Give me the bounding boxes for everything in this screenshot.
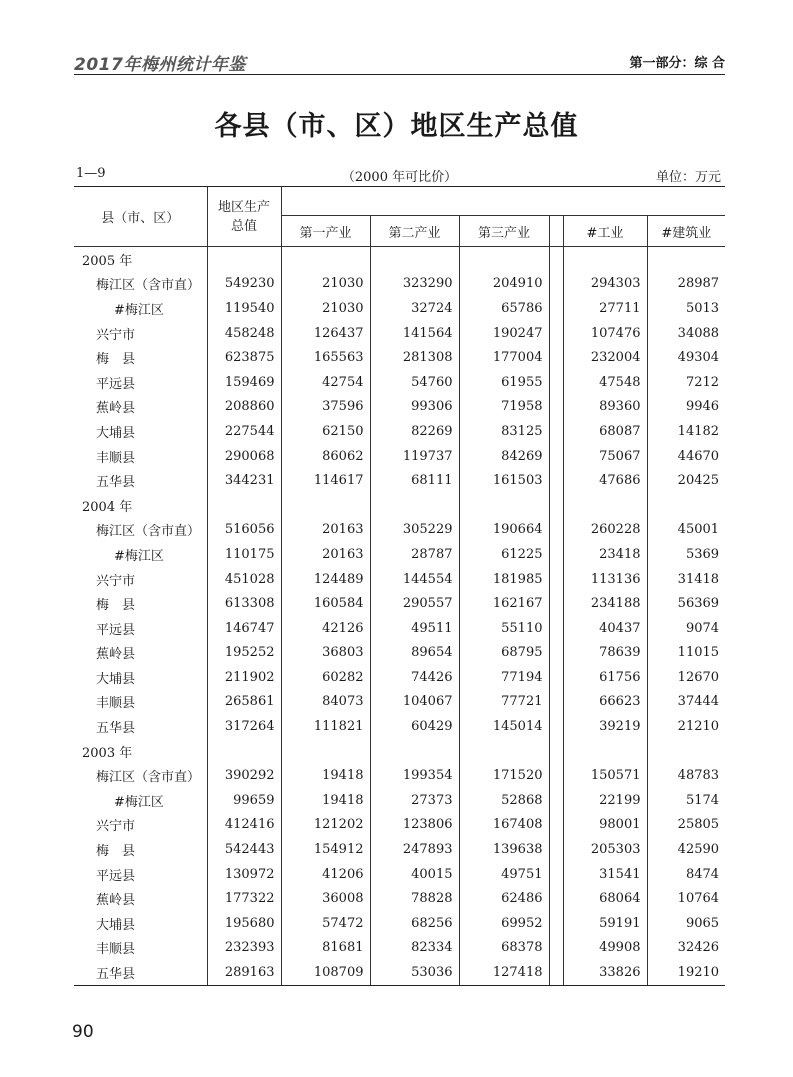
secondary-cell: 68111: [370, 468, 459, 493]
secondary-cell: [370, 247, 459, 272]
primary-cell: 20163: [281, 518, 370, 543]
row-label: 大埔县: [96, 425, 136, 441]
table-body: [74, 247, 725, 986]
construction-cell: 56369: [647, 591, 725, 616]
table-number: 1—9: [76, 166, 106, 181]
gdp-cell: 99659: [207, 788, 281, 813]
primary-cell: 111821: [281, 714, 370, 739]
table-row: [74, 395, 725, 420]
primary-cell: 108709: [281, 960, 370, 985]
secondary-cell: 27373: [370, 788, 459, 813]
construction-cell: 44670: [647, 444, 725, 469]
gap-cell: [549, 419, 563, 444]
gap-cell: [549, 813, 563, 838]
primary-cell: 21030: [281, 296, 370, 321]
industry-cell: 31541: [563, 862, 647, 887]
secondary-cell: 247893: [370, 837, 459, 862]
industry-cell: 23418: [563, 542, 647, 567]
table-row: [74, 837, 725, 862]
gdp-cell: 195680: [207, 911, 281, 936]
industry-cell: 22199: [563, 788, 647, 813]
tertiary-cell: 61225: [459, 542, 549, 567]
gdp-cell: 119540: [207, 296, 281, 321]
tertiary-cell: 167408: [459, 813, 549, 838]
row-label: #梅江区: [114, 794, 164, 810]
primary-cell: [281, 247, 370, 272]
row-label: 梅江区（含市直）: [96, 524, 201, 540]
primary-cell: [281, 493, 370, 518]
primary-cell: 160584: [281, 591, 370, 616]
price-basis: （2000 年可比价）: [341, 170, 458, 185]
gap-cell: [549, 542, 563, 567]
industry-cell: 49908: [563, 936, 647, 961]
table-row: [74, 714, 725, 739]
gdp-cell: 516056: [207, 518, 281, 543]
secondary-cell: 199354: [370, 763, 459, 788]
secondary-cell: 78828: [370, 886, 459, 911]
secondary-cell: 144554: [370, 567, 459, 592]
table-row: [74, 542, 725, 567]
tertiary-cell: 190664: [459, 518, 549, 543]
gdp-cell: 211902: [207, 665, 281, 690]
gdp-cell: 451028: [207, 567, 281, 592]
secondary-cell: 89654: [370, 641, 459, 666]
gap-cell: [549, 345, 563, 370]
construction-cell: 49304: [647, 345, 725, 370]
construction-cell: 48783: [647, 763, 725, 788]
gdp-cell: 542443: [207, 837, 281, 862]
gdp-cell: 177322: [207, 886, 281, 911]
gap-cell: [549, 837, 563, 862]
table-row: [74, 567, 725, 592]
gdp-cell: 613308: [207, 591, 281, 616]
row-label: 五华县: [74, 960, 207, 985]
secondary-cell: 28787: [370, 542, 459, 567]
table-row: [74, 591, 725, 616]
tertiary-cell: 62486: [459, 886, 549, 911]
secondary-cell: 305229: [370, 518, 459, 543]
gdp-cell: 208860: [207, 395, 281, 420]
table-row: [74, 345, 725, 370]
construction-cell: [647, 739, 725, 764]
primary-cell: 57472: [281, 911, 370, 936]
secondary-cell: 68256: [370, 911, 459, 936]
primary-cell: 42126: [281, 616, 370, 641]
construction-cell: 11015: [647, 641, 725, 666]
gap-cell: [549, 714, 563, 739]
table-row: [74, 419, 725, 444]
primary-cell: 126437: [281, 321, 370, 346]
row-label: 平远县: [96, 376, 136, 392]
industry-cell: 98001: [563, 813, 647, 838]
primary-cell: 154912: [281, 837, 370, 862]
secondary-cell: 74426: [370, 665, 459, 690]
gap-cell: [549, 788, 563, 813]
secondary-cell: [370, 493, 459, 518]
running-header: [74, 46, 725, 75]
primary-cell: 37596: [281, 395, 370, 420]
industry-cell: [563, 247, 647, 272]
row-label: 大埔县: [96, 671, 136, 687]
col-header-gap: [549, 216, 563, 247]
tertiary-cell: 52868: [459, 788, 549, 813]
year-row: [74, 739, 725, 764]
row-label: 兴宁市: [96, 327, 136, 343]
primary-cell: 62150: [281, 419, 370, 444]
construction-cell: 32426: [647, 936, 725, 961]
tertiary-cell: 127418: [459, 960, 549, 985]
row-label: 兴宁市: [96, 573, 136, 589]
tertiary-cell: 68795: [459, 641, 549, 666]
tertiary-cell: [459, 493, 549, 518]
section-label: 第一部分：综 合: [629, 56, 725, 71]
primary-cell: 20163: [281, 542, 370, 567]
industry-cell: 47686: [563, 468, 647, 493]
tertiary-cell: 55110: [459, 616, 549, 641]
primary-cell: 165563: [281, 345, 370, 370]
table-row: [74, 960, 725, 985]
industry-cell: 150571: [563, 763, 647, 788]
row-label: 2005 年: [82, 253, 133, 269]
secondary-cell: 290557: [370, 591, 459, 616]
tertiary-cell: 84269: [459, 444, 549, 469]
industry-cell: 33826: [563, 960, 647, 985]
tertiary-cell: 171520: [459, 763, 549, 788]
gdp-cell: [207, 247, 281, 272]
secondary-cell: 60429: [370, 714, 459, 739]
secondary-cell: 104067: [370, 690, 459, 715]
secondary-cell: 82269: [370, 419, 459, 444]
row-label: 2003 年: [82, 745, 133, 761]
gap-cell: [549, 886, 563, 911]
primary-cell: 21030: [281, 272, 370, 297]
industry-cell: 68087: [563, 419, 647, 444]
tertiary-cell: 177004: [459, 345, 549, 370]
primary-cell: 124489: [281, 567, 370, 592]
industry-cell: 66623: [563, 690, 647, 715]
industry-cell: 47548: [563, 370, 647, 395]
construction-cell: 8474: [647, 862, 725, 887]
row-label: 五华县: [96, 721, 136, 737]
primary-cell: [281, 739, 370, 764]
gap-cell: [549, 862, 563, 887]
col-header-tertiary: 第三产业: [459, 216, 549, 247]
gap-cell: [549, 493, 563, 518]
table-row: [74, 468, 725, 493]
tertiary-cell: 204910: [459, 272, 549, 297]
industry-cell: 59191: [563, 911, 647, 936]
gap-cell: [549, 690, 563, 715]
gap-cell: [549, 641, 563, 666]
table-meta: [74, 166, 725, 187]
industry-cell: 61756: [563, 665, 647, 690]
gap-cell: [549, 960, 563, 985]
tertiary-cell: 162167: [459, 591, 549, 616]
secondary-cell: [370, 739, 459, 764]
gdp-cell: 146747: [207, 616, 281, 641]
tertiary-cell: 77721: [459, 690, 549, 715]
gdp-cell: 344231: [207, 468, 281, 493]
table-row: [74, 444, 725, 469]
industry-cell: 107476: [563, 321, 647, 346]
tertiary-cell: 190247: [459, 321, 549, 346]
tertiary-cell: 71958: [459, 395, 549, 420]
construction-cell: 9074: [647, 616, 725, 641]
tertiary-cell: 68378: [459, 936, 549, 961]
construction-cell: 5013: [647, 296, 725, 321]
row-label: 蕉岭县: [96, 647, 136, 663]
row-label: #梅江区: [114, 548, 164, 564]
table-row: [74, 370, 725, 395]
table-row: [74, 690, 725, 715]
col-header-industry: #工业: [563, 216, 647, 247]
gdp-cell: 227544: [207, 419, 281, 444]
primary-cell: 81681: [281, 936, 370, 961]
tertiary-cell: 139638: [459, 837, 549, 862]
construction-cell: 34088: [647, 321, 725, 346]
gap-cell: [549, 444, 563, 469]
industry-cell: 232004: [563, 345, 647, 370]
gap-cell: [549, 518, 563, 543]
gdp-cell: [207, 739, 281, 764]
row-label: 梅江区（含市直）: [96, 770, 201, 786]
construction-cell: 9946: [647, 395, 725, 420]
gap-cell: [549, 321, 563, 346]
row-label: 梅江区（含市直）: [96, 278, 201, 294]
gdp-cell: 412416: [207, 813, 281, 838]
primary-cell: 19418: [281, 763, 370, 788]
construction-cell: 31418: [647, 567, 725, 592]
tertiary-cell: [459, 247, 549, 272]
row-label: 梅 县: [96, 598, 136, 614]
secondary-cell: 53036: [370, 960, 459, 985]
tertiary-cell: 145014: [459, 714, 549, 739]
table-row: [74, 763, 725, 788]
row-label: 平远县: [96, 622, 136, 638]
tertiary-cell: 181985: [459, 567, 549, 592]
gap-cell: [549, 616, 563, 641]
table-row: [74, 886, 725, 911]
gdp-cell: 458248: [207, 321, 281, 346]
primary-cell: 41206: [281, 862, 370, 887]
secondary-cell: 32724: [370, 296, 459, 321]
industry-cell: 75067: [563, 444, 647, 469]
table-row: [74, 813, 725, 838]
gdp-cell: 289163: [207, 960, 281, 985]
construction-cell: 42590: [647, 837, 725, 862]
gap-cell: [549, 936, 563, 961]
unit-label: 单位：万元: [655, 170, 721, 185]
industry-cell: [563, 493, 647, 518]
construction-cell: 28987: [647, 272, 725, 297]
primary-cell: 114617: [281, 468, 370, 493]
table-row: [74, 936, 725, 961]
row-label: 丰顺县: [96, 450, 136, 466]
industry-cell: 234188: [563, 591, 647, 616]
construction-cell: 19210: [647, 960, 725, 985]
industry-cell: [563, 739, 647, 764]
secondary-cell: 281308: [370, 345, 459, 370]
table-row: [74, 518, 725, 543]
gdp-cell: 390292: [207, 763, 281, 788]
secondary-cell: 54760: [370, 370, 459, 395]
row-label: 平远县: [96, 868, 136, 884]
industry-cell: 68064: [563, 886, 647, 911]
gap-cell: [549, 370, 563, 395]
industry-cell: 294303: [563, 272, 647, 297]
gap-cell: [549, 567, 563, 592]
primary-cell: 19418: [281, 788, 370, 813]
table-row: [74, 616, 725, 641]
construction-cell: 12670: [647, 665, 725, 690]
gap-cell: [549, 665, 563, 690]
gap-cell: [549, 911, 563, 936]
table-row: [74, 296, 725, 321]
gap-cell: [549, 739, 563, 764]
construction-cell: 25805: [647, 813, 725, 838]
primary-cell: 86062: [281, 444, 370, 469]
gdp-cell: 265861: [207, 690, 281, 715]
table-row: [74, 862, 725, 887]
primary-cell: 42754: [281, 370, 370, 395]
gdp-table: [74, 187, 725, 986]
primary-cell: 84073: [281, 690, 370, 715]
gdp-cell: 290068: [207, 444, 281, 469]
construction-cell: 10764: [647, 886, 725, 911]
construction-cell: 9065: [647, 911, 725, 936]
row-label: 五华县: [96, 475, 136, 491]
construction-cell: 5369: [647, 542, 725, 567]
col-header-construction: #建筑业: [647, 216, 725, 247]
year-row: [74, 247, 725, 272]
tertiary-cell: 83125: [459, 419, 549, 444]
row-label: 梅 县: [96, 352, 136, 368]
year-row: [74, 493, 725, 518]
secondary-cell: 40015: [370, 862, 459, 887]
gdp-cell: 549230: [207, 272, 281, 297]
tertiary-cell: [459, 739, 549, 764]
industry-cell: 39219: [563, 714, 647, 739]
gdp-cell: 159469: [207, 370, 281, 395]
col-header-spacer: [281, 187, 725, 216]
table-title: 各县（市、区）地区生产总值: [214, 111, 579, 142]
table-row: [74, 911, 725, 936]
col-header-county: 县（市、区）: [74, 187, 207, 247]
secondary-cell: 82334: [370, 936, 459, 961]
gdp-cell: 130972: [207, 862, 281, 887]
industry-cell: 27711: [563, 296, 647, 321]
table-row: [74, 641, 725, 666]
yearbook-title: 2017年梅州统计年鉴: [74, 55, 246, 75]
col-header-primary: 第一产业: [281, 216, 370, 247]
gdp-cell: 623875: [207, 345, 281, 370]
gdp-cell: 317264: [207, 714, 281, 739]
construction-cell: [647, 493, 725, 518]
row-label: 蕉岭县: [96, 401, 136, 417]
row-label: 2004 年: [82, 499, 133, 515]
secondary-cell: 119737: [370, 444, 459, 469]
primary-cell: 36008: [281, 886, 370, 911]
col-header-gdp: 地区生产 总值: [207, 187, 281, 247]
gap-cell: [549, 763, 563, 788]
industry-cell: 113136: [563, 567, 647, 592]
industry-cell: 260228: [563, 518, 647, 543]
row-label: 大埔县: [96, 917, 136, 933]
tertiary-cell: 69952: [459, 911, 549, 936]
industry-cell: 205303: [563, 837, 647, 862]
secondary-cell: 141564: [370, 321, 459, 346]
gdp-cell: [207, 493, 281, 518]
table-row: [74, 321, 725, 346]
industry-cell: 89360: [563, 395, 647, 420]
construction-cell: [647, 247, 725, 272]
construction-cell: 7212: [647, 370, 725, 395]
tertiary-cell: 49751: [459, 862, 549, 887]
secondary-cell: 123806: [370, 813, 459, 838]
primary-cell: 121202: [281, 813, 370, 838]
gap-cell: [549, 272, 563, 297]
row-label: 蕉岭县: [96, 893, 136, 909]
table-row: [74, 665, 725, 690]
row-label: 丰顺县: [96, 942, 136, 958]
primary-cell: 60282: [281, 665, 370, 690]
construction-cell: 20425: [647, 468, 725, 493]
row-label: 丰顺县: [96, 696, 136, 712]
col-header-secondary: 第二产业: [370, 216, 459, 247]
tertiary-cell: 77194: [459, 665, 549, 690]
gdp-cell: 232393: [207, 936, 281, 961]
gap-cell: [549, 296, 563, 321]
row-label: 梅 县: [96, 844, 136, 860]
page-number: 90: [72, 1022, 94, 1042]
industry-cell: 78639: [563, 641, 647, 666]
construction-cell: 21210: [647, 714, 725, 739]
gap-cell: [549, 247, 563, 272]
gdp-cell: 110175: [207, 542, 281, 567]
primary-cell: 36803: [281, 641, 370, 666]
tertiary-cell: 61955: [459, 370, 549, 395]
construction-cell: 37444: [647, 690, 725, 715]
tertiary-cell: 65786: [459, 296, 549, 321]
row-label: #梅江区: [114, 302, 164, 318]
construction-cell: 45001: [647, 518, 725, 543]
secondary-cell: 323290: [370, 272, 459, 297]
table-row: [74, 788, 725, 813]
secondary-cell: 99306: [370, 395, 459, 420]
gdp-cell: 195252: [207, 641, 281, 666]
tertiary-cell: 161503: [459, 468, 549, 493]
gap-cell: [549, 395, 563, 420]
gap-cell: [549, 468, 563, 493]
construction-cell: 5174: [647, 788, 725, 813]
row-label: 兴宁市: [96, 819, 136, 835]
construction-cell: 14182: [647, 419, 725, 444]
gap-cell: [549, 591, 563, 616]
secondary-cell: 49511: [370, 616, 459, 641]
industry-cell: 40437: [563, 616, 647, 641]
table-row: [74, 272, 725, 297]
